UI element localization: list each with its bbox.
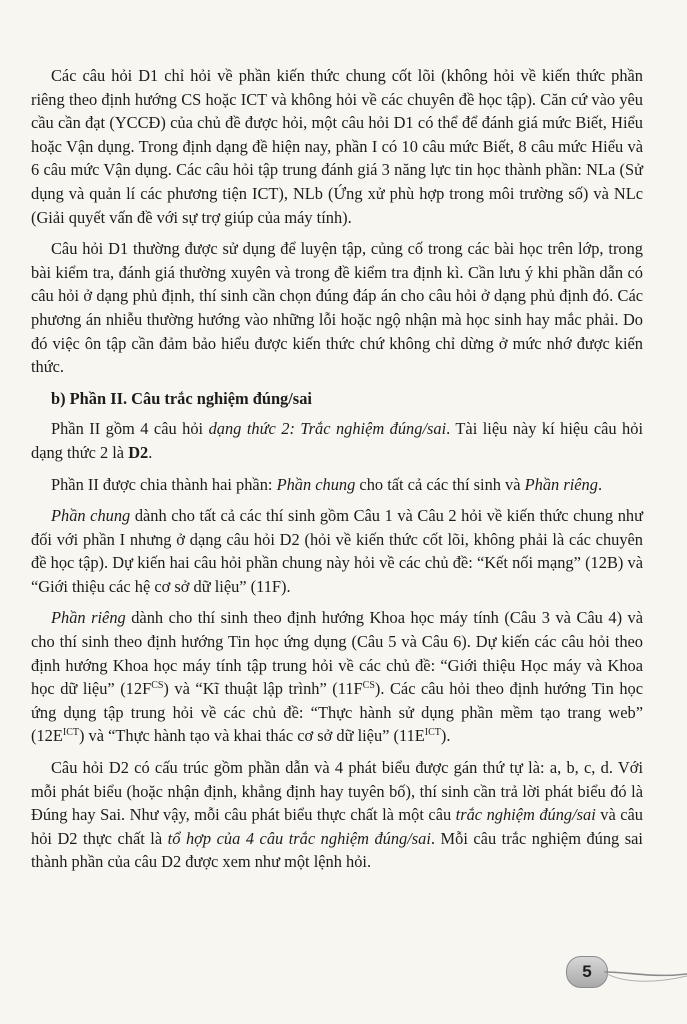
text-run: và câu hỏi D2 thực chất là bbox=[31, 805, 644, 848]
text-run: ) và “Thực hành tạo và khai thác cơ sở dữ liệu” (11E bbox=[78, 726, 425, 746]
superscript: ICT bbox=[62, 727, 79, 739]
text-run: dành cho thí sinh theo định hướng Khoa học máy tính (Câu 3 và Câu 4) và cho thí sinh theo định hướng Tin học ứng dụng (Câu 5 và Câu 6). Dự kiến các câu hỏi theo định hướng Khoa học máy tính tập trung hỏi về các chủ đề: “Giới thiệu Học máy và Khoa học dữ liệu” (12F bbox=[31, 608, 644, 699]
text-run-italic: : bbox=[289, 419, 301, 439]
text-run-italic: tổ hợp của 4 câu trắc nghiệm đúng/sai bbox=[167, 828, 431, 848]
text-run: cho tất cả các thí sinh và bbox=[355, 474, 525, 494]
page-footer bbox=[566, 954, 687, 994]
text-run: Phần II gồm 4 câu hỏi bbox=[51, 419, 209, 439]
text-run-italic: Phần chung bbox=[51, 506, 131, 526]
paragraph-part2-intro bbox=[31, 417, 643, 464]
text-run-italic: trắc nghiệm đúng/sai bbox=[455, 805, 596, 825]
footer-swoosh-icon bbox=[604, 970, 687, 988]
text-run: . Mỗi câu trắc nghiệm đúng sai thành phần của câu D2 được xem như một lệnh hỏi. bbox=[31, 828, 643, 872]
text-run: . bbox=[597, 474, 603, 494]
text-run: . Tài liệu này kí hiệu câu hỏi dạng thức 2 là bbox=[31, 419, 643, 462]
text-run-italic: Phần riêng bbox=[524, 474, 598, 494]
paragraph-d1-scope bbox=[31, 64, 643, 229]
section-heading: b) Phần II. Câu trắc nghiệm đúng/sai bbox=[51, 388, 312, 408]
text-run: ). bbox=[440, 726, 451, 746]
text-run: . bbox=[148, 442, 153, 462]
paragraph-d2-structure bbox=[31, 756, 643, 874]
paragraph-specific-part bbox=[31, 606, 643, 748]
text-run-italic: Trắc nghiệm đúng/sai bbox=[300, 419, 447, 439]
superscript: CS bbox=[151, 680, 164, 692]
paragraph-part2-split bbox=[31, 473, 643, 497]
superscript: CS bbox=[362, 680, 375, 692]
text-run-italic: Phần chung bbox=[276, 474, 356, 494]
text-run: Câu hỏi D2 có cấu trúc gồm phần dẫn và 4 phát biểu được gán thứ tự là: a, b, c, d. Với mỗi phát biểu (hoặc nhận định, khẳng định hay tuyên bố), thí sinh cần trả lời phát biểu đó là Đúng hay Sai. Như vậy, mỗi câu phát biểu thực chất là một câu bbox=[31, 758, 643, 825]
page-number: 5 bbox=[582, 962, 592, 981]
text-run: ). Các câu hỏi theo định hướng Tin học ứng dụng tập trung hỏi về các chủ đề: “Thực hành sử dụng phần mềm tạo trang web” (12E bbox=[31, 679, 643, 746]
text-run-italic: Phần riêng bbox=[51, 608, 126, 628]
text-run: Phần II được chia thành hai phần: bbox=[51, 474, 277, 494]
paragraph-d1-usage bbox=[31, 237, 643, 379]
paragraph-common-part bbox=[31, 504, 643, 598]
text-run-italic: dạng thức 2 bbox=[208, 419, 290, 439]
page-number-badge bbox=[566, 956, 608, 988]
body-text bbox=[31, 64, 643, 882]
paragraph-text: Các câu hỏi D1 chỉ hỏi về phần kiến thức chung cốt lõi (không hỏi về kiến thức phần riêng theo định hướng CS hoặc ICT và không hỏi về các chuyên đề học tập). Căn cứ vào yêu cầu cần đạt (YCCĐ) của chủ đề được hỏi, một câu hỏi D1 có thể để đánh giá mức Biết, Hiểu hoặc Vận dụng. Trong định dạng đề hiện nay, phần I có 10 câu mức Biết, 8 câu mức Hiểu và 6 câu mức Vận dụng. Các câu hỏi tập trung đánh giá 3 năng lực tin học thành phần: NLa (Sử dụng và quản lí các phương tiện ICT), NLb (Ứng xử phù hợp trong môi trường số) và NLc (Giải quyết vấn đề với sự trợ giúp của máy tính). bbox=[31, 66, 643, 227]
text-run: ) và “Kĩ thuật lập trình” (11F bbox=[163, 679, 363, 699]
superscript: ICT bbox=[424, 727, 441, 739]
paragraph-text: Câu hỏi D1 thường được sử dụng để luyện tập, củng cố trong các bài học trên lớp, trong bài kiểm tra, đánh giá thường xuyên và trong đề kiểm tra định kì. Cần lưu ý khi phần dẫn có câu hỏi ở dạng phủ định, thí sinh cần chọn đúng đáp án cho câu hỏi ở dạng phủ định đó. Các phương án nhiễu thường hướng vào những lỗi hoặc ngộ nhận mà học sinh hay mắc phải. Do đó việc ôn tập cần đảm bảo hiểu được kiến thức chứ không chỉ dừng ở mức nhớ được kiến thức. bbox=[31, 239, 643, 377]
text-run-bold: D2 bbox=[128, 442, 149, 462]
text-run: dành cho tất cả các thí sinh gồm Câu 1 và Câu 2 hỏi về kiến thức chung như đối với phần I nhưng ở dạng câu hỏi D2 (hỏi về kiến thức cốt lõi, không phải là các chuyên đề học tập). Dự kiến hai câu hỏi phần chung này hỏi về các chủ đề: “Kết nối mạng” (12B) và “Giới thiệu các hệ cơ sở dữ liệu” (11F). bbox=[31, 506, 643, 596]
